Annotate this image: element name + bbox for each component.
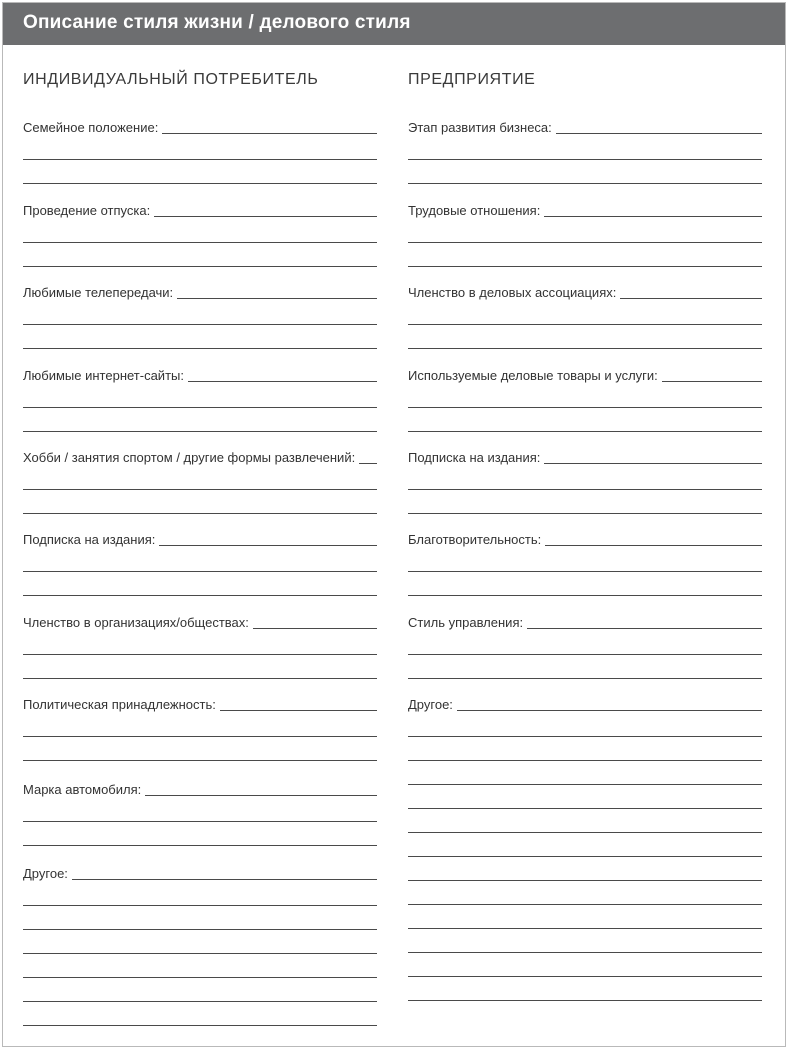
field-label: Этап развития бизнеса: xyxy=(408,120,552,135)
field-row xyxy=(408,610,762,632)
field-row xyxy=(408,445,762,467)
field-label: Подписка на издания: xyxy=(23,532,156,547)
field-label: Трудовые отношения: xyxy=(408,203,541,218)
field-label: Используемые деловые товары и услуги: xyxy=(408,368,658,383)
write-in-line[interactable] xyxy=(159,544,377,546)
write-in-line[interactable] xyxy=(23,760,377,761)
write-in-line[interactable] xyxy=(408,266,762,267)
write-in-line[interactable] xyxy=(544,215,762,217)
field-row xyxy=(23,777,377,799)
field-label: Другое: xyxy=(23,866,68,881)
page-title: Описание стиля жизни / делового стиля xyxy=(23,12,411,33)
write-in-line[interactable] xyxy=(188,380,377,382)
write-in-line[interactable] xyxy=(162,132,377,134)
left-field-6 xyxy=(23,527,377,549)
field-row xyxy=(23,692,377,714)
write-in-line[interactable] xyxy=(408,952,762,953)
field-row xyxy=(23,115,377,137)
write-in-line[interactable] xyxy=(23,183,377,184)
form-page xyxy=(2,2,786,1047)
field-label: Благотворительность: xyxy=(408,532,542,547)
write-in-line[interactable] xyxy=(23,678,377,679)
write-in-line[interactable] xyxy=(408,856,762,857)
write-in-line[interactable] xyxy=(408,1000,762,1001)
write-in-line[interactable] xyxy=(23,1025,377,1026)
write-in-line[interactable] xyxy=(408,324,762,325)
field-label: Проведение отпуска: xyxy=(23,203,151,218)
field-label: Любимые телепередачи: xyxy=(23,285,174,300)
right-field-3 xyxy=(408,280,762,302)
field-row xyxy=(408,115,762,137)
write-in-line[interactable] xyxy=(154,215,377,217)
write-in-line[interactable] xyxy=(408,678,762,679)
right-field-7 xyxy=(408,610,762,632)
right-field-1 xyxy=(408,115,762,137)
write-in-line[interactable] xyxy=(23,407,377,408)
write-in-line[interactable] xyxy=(556,132,762,134)
write-in-line[interactable] xyxy=(23,654,377,655)
write-in-line[interactable] xyxy=(23,159,377,160)
write-in-line[interactable] xyxy=(408,242,762,243)
write-in-line[interactable] xyxy=(408,595,762,596)
write-in-line[interactable] xyxy=(23,845,377,846)
field-row xyxy=(408,692,762,714)
write-in-line[interactable] xyxy=(408,904,762,905)
write-in-line[interactable] xyxy=(145,794,377,796)
write-in-line[interactable] xyxy=(23,929,377,930)
write-in-line[interactable] xyxy=(23,571,377,572)
write-in-line[interactable] xyxy=(23,431,377,432)
left-field-4 xyxy=(23,363,377,385)
write-in-line[interactable] xyxy=(408,571,762,572)
write-in-line[interactable] xyxy=(408,489,762,490)
write-in-line[interactable] xyxy=(408,159,762,160)
write-in-line[interactable] xyxy=(23,1001,377,1002)
write-in-line[interactable] xyxy=(72,878,377,880)
write-in-line[interactable] xyxy=(23,266,377,267)
write-in-line[interactable] xyxy=(23,513,377,514)
write-in-line[interactable] xyxy=(23,905,377,906)
field-label: Политическая принадлежность: xyxy=(23,697,216,712)
right-field-5 xyxy=(408,445,762,467)
field-label: Другое: xyxy=(408,697,453,712)
left-field-5 xyxy=(23,445,377,467)
write-in-line[interactable] xyxy=(457,709,762,711)
left-field-7 xyxy=(23,610,377,632)
write-in-line[interactable] xyxy=(408,976,762,977)
right-field-6 xyxy=(408,527,762,549)
field-label: Членство в организациях/обществах: xyxy=(23,615,249,630)
enterprise-heading: ПРЕДПРИЯТИЕ xyxy=(408,71,536,88)
field-label: Марка автомобиля: xyxy=(23,782,142,797)
left-field-3 xyxy=(23,280,377,302)
write-in-line[interactable] xyxy=(23,736,377,737)
write-in-line[interactable] xyxy=(23,348,377,349)
field-label: Хобби / занятия спортом / другие формы развлечений: xyxy=(23,450,356,465)
left-field-10 xyxy=(23,861,377,883)
write-in-line[interactable] xyxy=(544,462,762,464)
field-row xyxy=(23,198,377,220)
right-field-8 xyxy=(408,692,762,714)
left-field-1 xyxy=(23,115,377,137)
field-label: Семейное положение: xyxy=(23,120,159,135)
write-in-line[interactable] xyxy=(23,242,377,243)
field-row xyxy=(23,527,377,549)
write-in-line[interactable] xyxy=(408,348,762,349)
left-field-9 xyxy=(23,777,377,799)
write-in-line[interactable] xyxy=(545,544,762,546)
write-in-line[interactable] xyxy=(23,489,377,490)
write-in-line[interactable] xyxy=(408,431,762,432)
write-in-line[interactable] xyxy=(408,784,762,785)
field-label: Стиль управления: xyxy=(408,615,524,630)
write-in-line[interactable] xyxy=(408,760,762,761)
write-in-line[interactable] xyxy=(408,880,762,881)
field-row xyxy=(408,280,762,302)
write-in-line[interactable] xyxy=(177,297,377,299)
write-in-line[interactable] xyxy=(408,736,762,737)
field-label: Любимые интернет-сайты: xyxy=(23,368,184,383)
right-field-2 xyxy=(408,198,762,220)
write-in-line[interactable] xyxy=(23,595,377,596)
left-field-2 xyxy=(23,198,377,220)
write-in-line[interactable] xyxy=(408,183,762,184)
field-label: Членство в деловых ассоциациях: xyxy=(408,285,617,300)
field-row xyxy=(23,363,377,385)
field-row xyxy=(408,363,762,385)
write-in-line[interactable] xyxy=(408,928,762,929)
write-in-line[interactable] xyxy=(23,324,377,325)
field-row xyxy=(23,861,377,883)
write-in-line[interactable] xyxy=(23,953,377,954)
write-in-line[interactable] xyxy=(662,380,762,382)
field-row xyxy=(23,610,377,632)
write-in-line[interactable] xyxy=(23,821,377,822)
write-in-line[interactable] xyxy=(408,832,762,833)
field-row xyxy=(408,198,762,220)
field-row xyxy=(23,445,377,467)
field-row xyxy=(23,280,377,302)
write-in-line[interactable] xyxy=(408,654,762,655)
write-in-line[interactable] xyxy=(253,627,377,629)
header-bar xyxy=(3,3,785,45)
left-field-8 xyxy=(23,692,377,714)
field-label: Подписка на издания: xyxy=(408,450,541,465)
write-in-line[interactable] xyxy=(23,977,377,978)
write-in-line[interactable] xyxy=(527,627,762,629)
write-in-line[interactable] xyxy=(408,808,762,809)
write-in-line[interactable] xyxy=(408,407,762,408)
field-row xyxy=(408,527,762,549)
write-in-line[interactable] xyxy=(620,297,762,299)
write-in-line[interactable] xyxy=(408,513,762,514)
write-in-line[interactable] xyxy=(220,709,377,711)
write-in-line[interactable] xyxy=(359,462,377,464)
right-field-4 xyxy=(408,363,762,385)
individual-consumer-heading: ИНДИВИДУАЛЬНЫЙ ПОТРЕБИТЕЛЬ xyxy=(23,71,319,88)
